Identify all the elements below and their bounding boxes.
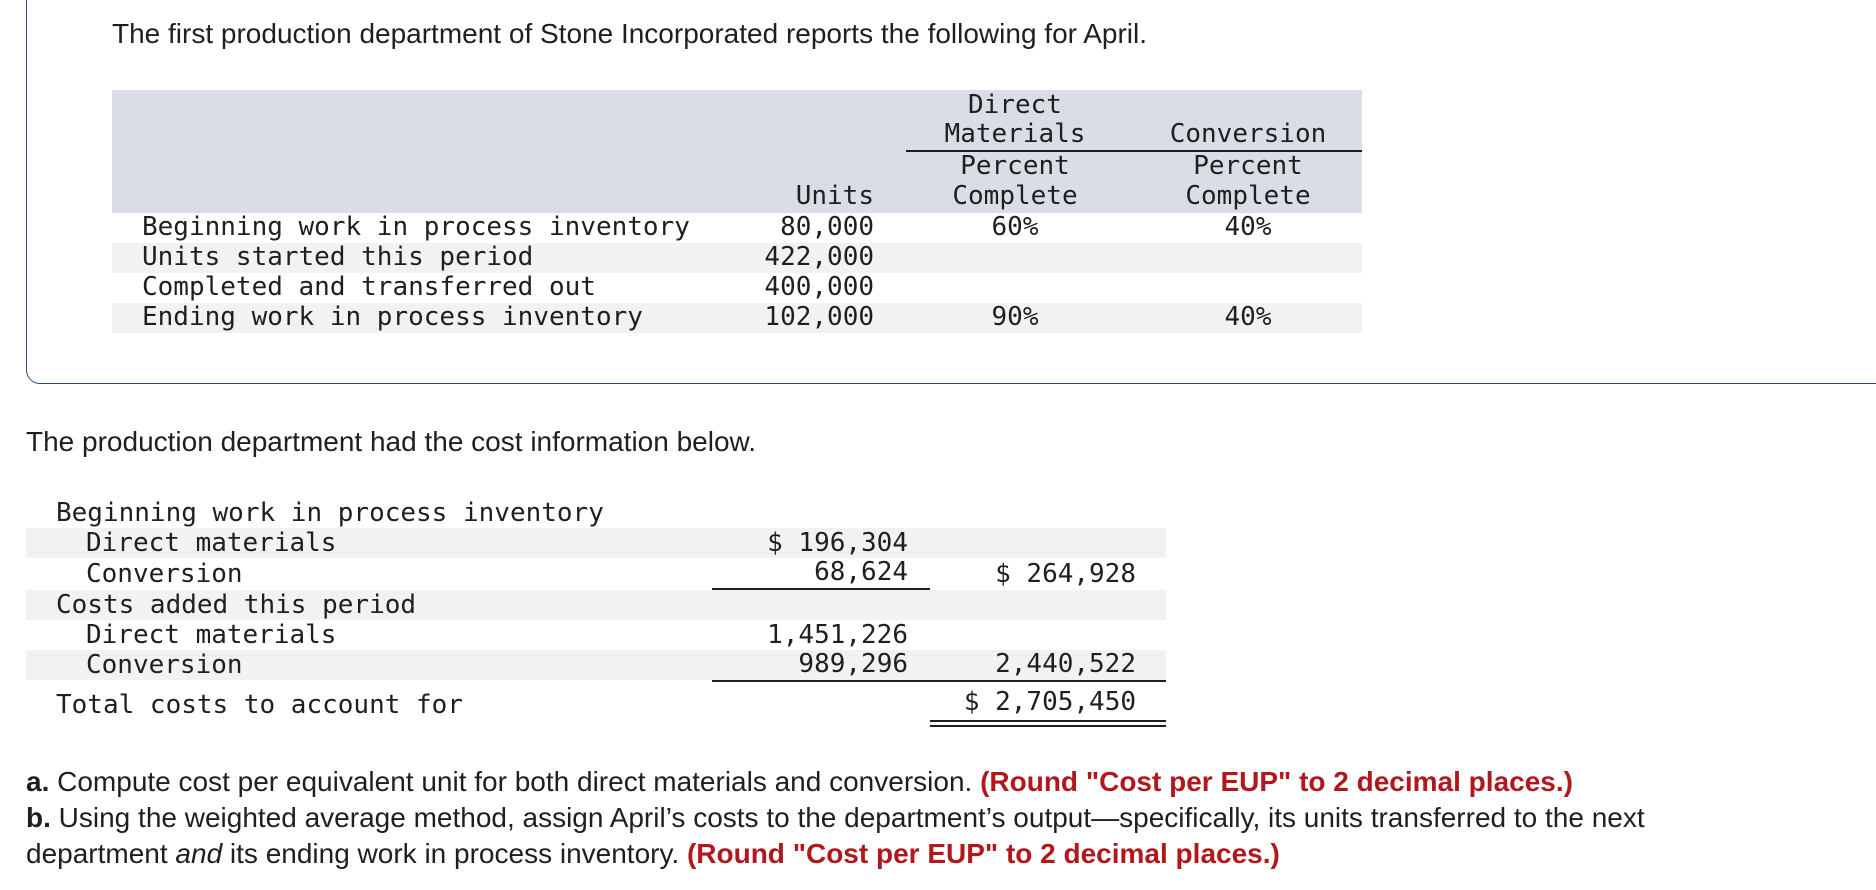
row-label: Units started this period [142, 242, 534, 272]
beginning-wip-label: Beginning work in process inventory [56, 498, 604, 528]
add-total-value: 2,440,522 [995, 649, 1136, 679]
add-conv-value: 989,296 [798, 649, 908, 679]
intro-text: The first production department of Stone Incorporated reports the following for April. [112, 18, 1148, 49]
row-label: Beginning work in process inventory [142, 212, 690, 242]
conv-pct-header-line1: Percent [1193, 151, 1303, 181]
question-b-note: (Round "Cost per EUP" to 2 decimal places.) [686, 838, 1280, 869]
beg-total-value: $ 264,928 [995, 559, 1136, 589]
subtotal-underline [712, 680, 1166, 682]
beg-dm-label: Direct materials [86, 528, 337, 558]
question-b-text2-post: its ending work in process inventory. [222, 838, 687, 869]
conversion-group-header: Conversion [1169, 119, 1327, 149]
subtotal-underline [712, 588, 930, 590]
question-b-continued [26, 836, 1280, 872]
question-b-label: b. [26, 802, 51, 833]
units-header: Units [795, 181, 874, 211]
question-b-text2-italic: and [175, 838, 223, 869]
question-a-text: Compute cost per equivalent unit for both direct materials and conversion. [49, 766, 981, 797]
question-a-label: a. [26, 766, 50, 797]
beg-dm-value: $ 196,304 [767, 528, 908, 558]
row-label: Ending work in process inventory [142, 302, 643, 332]
beg-conv-value: 68,624 [814, 557, 908, 587]
grand-total-value: $ 2,705,450 [963, 687, 1136, 717]
double-underline-top [930, 720, 1166, 722]
dm-pct-header-line2: Complete [952, 181, 1078, 211]
cost-heading: The production department had the cost information below. [26, 426, 756, 457]
row-units: 102,000 [764, 302, 874, 332]
question-a [26, 764, 1573, 800]
conv-pct-header-line2: Complete [1185, 181, 1311, 211]
dm-pct-header-line1: Percent [960, 151, 1070, 181]
total-costs-label: Total costs to account for [56, 690, 463, 720]
double-underline-bottom [930, 725, 1166, 727]
row-units: 422,000 [764, 242, 874, 272]
added-label: Costs added this period [56, 590, 417, 620]
question-b-text: Using the weighted average method, assign April’s costs to the department’s output—specifically, its units transferred to the next [50, 802, 1645, 833]
add-dm-label: Direct materials [86, 620, 337, 650]
row-dm-pct: 90% [991, 302, 1039, 332]
row-conv-pct: 40% [1224, 212, 1272, 242]
add-dm-value: 1,451,226 [767, 620, 908, 650]
question-a-note: (Round "Cost per EUP" to 2 decimal places.) [980, 766, 1573, 797]
add-conv-label: Conversion [86, 650, 243, 680]
row-units: 400,000 [764, 272, 874, 302]
row-dm-pct: 60% [991, 212, 1039, 242]
dm-group-header-line1: Direct [968, 90, 1062, 120]
question-b-text2-pre: department [26, 838, 176, 869]
beg-conv-label: Conversion [86, 559, 243, 589]
question-b [26, 800, 1645, 836]
row-label: Completed and transferred out [142, 272, 596, 302]
row-conv-pct: 40% [1224, 302, 1272, 332]
dm-group-header-line2: Materials [944, 119, 1086, 149]
row-units: 80,000 [780, 212, 874, 242]
